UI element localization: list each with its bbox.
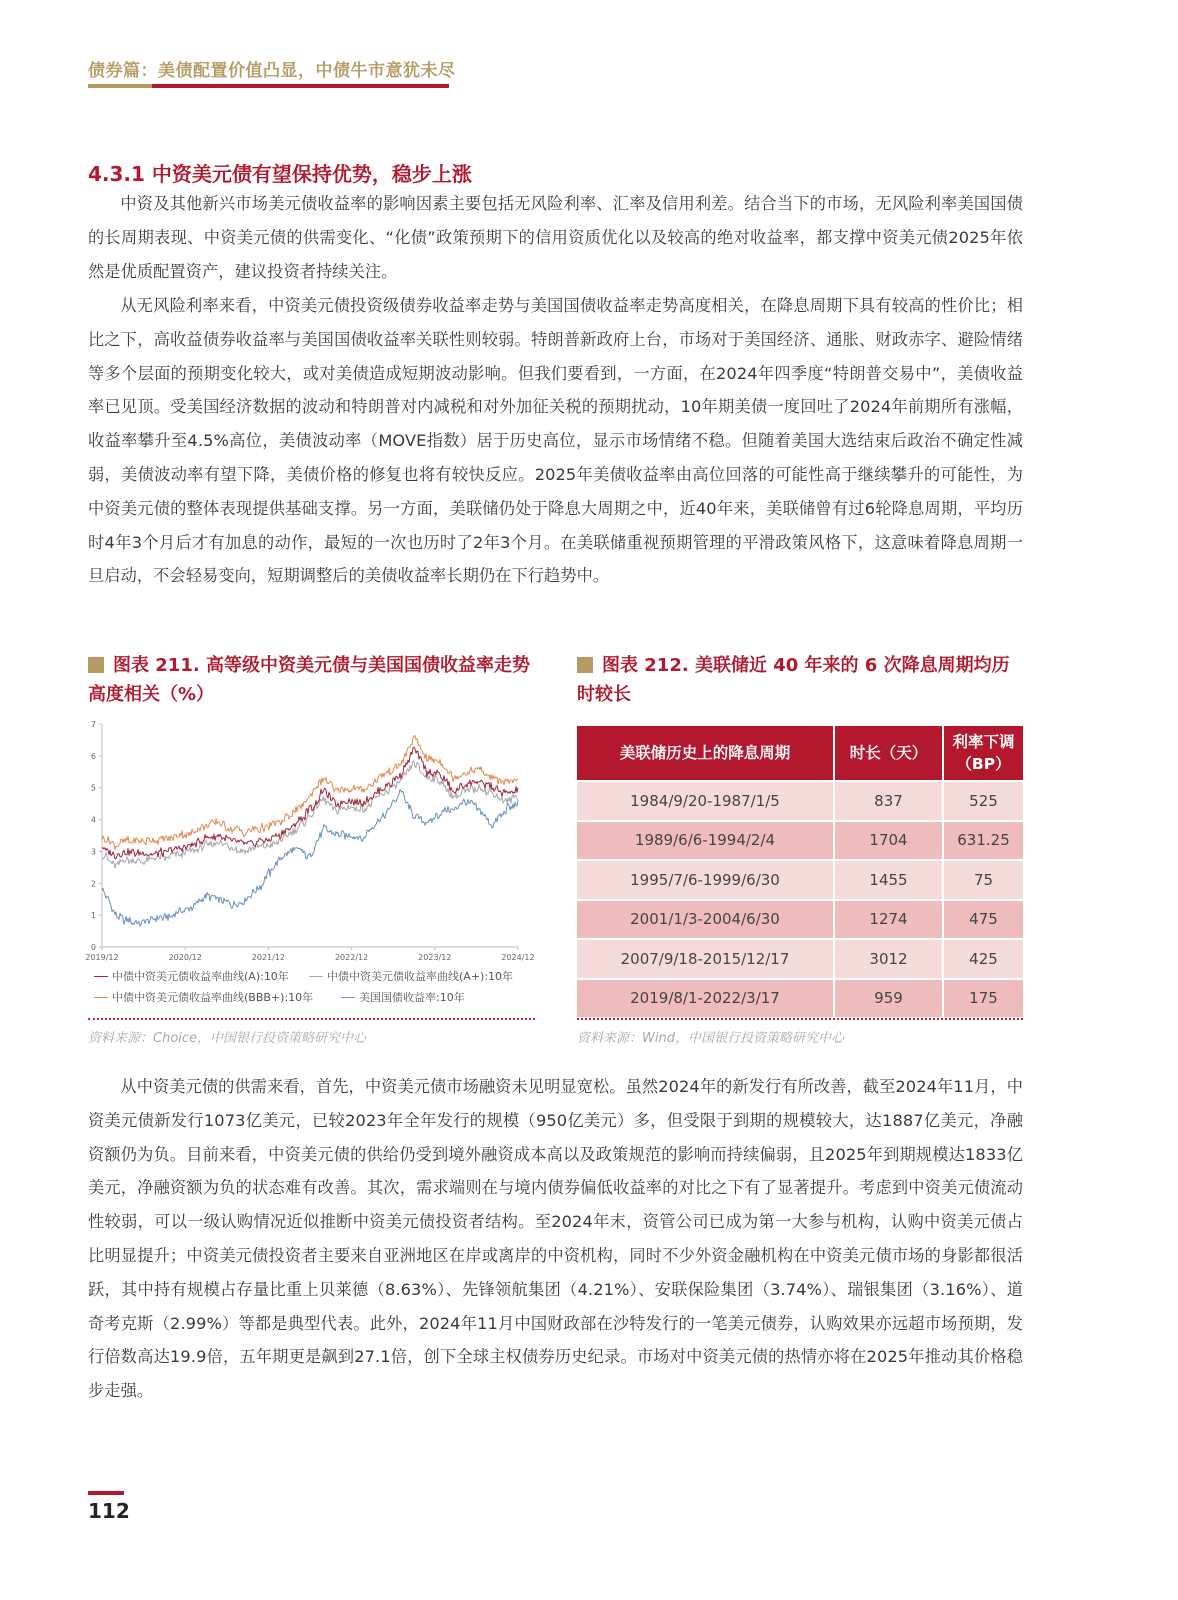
cell-period: 2007/9/18-2015/12/17 (577, 940, 833, 978)
x-tick-label: 2023/12 (418, 953, 452, 962)
legend-line-Aplus (309, 976, 323, 977)
legend-item-A (94, 968, 289, 984)
page-number: 112 (88, 1499, 130, 1523)
table-row (577, 861, 1023, 899)
y-tick-label: 7 (90, 720, 96, 729)
cell-period: 1984/9/20-1987/1/5 (577, 782, 833, 820)
cell-period: 2019/8/1-2022/3/17 (577, 980, 833, 1018)
rate-cut-cycles-table (577, 724, 1023, 1019)
figure-211-source: 资料来源：Choice，中国银行投资策略研究中心 (88, 1031, 367, 1046)
legend-line-A (94, 976, 108, 977)
cell-duration: 959 (833, 980, 942, 1018)
y-tick-label: 2 (90, 879, 96, 889)
y-tick-label: 6 (90, 751, 96, 761)
cell-duration: 837 (833, 782, 942, 820)
x-tick-label: 2022/12 (334, 953, 369, 962)
col-header-period: 美联储历史上的降息周期 (577, 726, 833, 780)
running-header: 债券篇：美债配置价值凸显，中债牛市意犹未尽 (88, 61, 456, 81)
cell-cut: 175 (942, 980, 1023, 1018)
figure-marker-icon (88, 657, 104, 673)
cell-period: 2001/1/3-2004/6/30 (577, 901, 833, 939)
cell-cut: 425 (942, 940, 1023, 978)
header-rule-red (152, 84, 449, 88)
series-line-A (102, 747, 518, 859)
legend-label-A: 中债中资美元债收益率曲线(A):10年 (112, 970, 289, 983)
table-row (577, 782, 1023, 820)
x-tick-label: 2021/12 (251, 953, 286, 962)
header-rule-gold (88, 84, 152, 88)
legend-label-BBBplus: 中债中资美元债收益率曲线(BBB+):10年 (112, 991, 314, 1004)
figure-marker-icon (577, 657, 593, 673)
paragraph-1: 中资及其他新兴市场美元债收益率的影响因素主要包括无风险利率、汇率及信用利差。结合当下的市场，无风险利率美国国债的长周期表现、中资美元债的供需变化、“化债”政策预期下的信用资质优化以及较高的绝对收益率，都支撑中资美元债2025年依然是优质配置资产，建议投资者持续关注。 (88, 194, 1023, 281)
cell-cut: 75 (942, 861, 1023, 899)
legend-line-UST (341, 997, 355, 998)
page-number-rule (88, 1491, 124, 1495)
figure-211-title: 图表 211. 高等级中资美元债与美国国债收益率走势高度相关（%） (88, 655, 530, 705)
legend-item-Aplus (309, 968, 513, 984)
x-tick-label: 2024/12 (501, 953, 535, 962)
cell-cut: 525 (942, 782, 1023, 820)
figure-212-source: 资料来源：Wind，中国银行投资策略研究中心 (577, 1031, 844, 1046)
col-header-cut: 利率下调（BP） (942, 726, 1023, 780)
col-header-duration: 时长（天） (833, 726, 942, 780)
table-header-row (577, 726, 1023, 780)
paragraph-3: 从中资美元债的供需来看，首先，中资美元债市场融资未见明显宽松。虽然2024年的新发行有所改善，截至2024年11月，中资美元债新发行1073亿美元，已较2023年全年发行的规模（950亿美元）多，但受限于到期的规模较大，达1887亿美元，净融资额仍为负。目前来看，中资美元债的供给仍受到境外融资成本高以及政策规范的影响而持续偏弱，且2025年到期规模达1833亿美元，净融资额为负的状态难有改善。其次，需求端则在与境内债券偏低收益率的对比之下有了显著提升。考虑到中资美元债流动性较弱，可以一级认购情况近似推断中资美元债投资者结构。至2024年末，资管公司已成为第一大参与机构，认购中资美元债占比明显提升；中资美元债投资者主要来自亚洲地区在岸或离岸的中资机构，同时不少外资金融机构在中资美元债市场的身影都很活跃，其中持有规模占存量比重上贝莱德（8.63%）、先锋领航集团（4.21%）、安联保险集团（3.74%）、瑞银集团（3.16%）、道奇考克斯（2.99%）等都是典型代表。此外，2024年11月中国财政部在沙特发行的一笔美元债券，认购效果亦远超市场预期，发行倍数高达19.9倍，五年期更是飙到27.1倍，创下全球主权债券历史纪录。市场对中资美元债的热情亦将在2025年推动其价格稳步走强。 (88, 1077, 1023, 1401)
y-tick-label: 3 (90, 847, 96, 857)
y-tick-label: 1 (90, 911, 96, 921)
cell-duration: 1455 (833, 861, 942, 899)
x-tick-label: 2019/12 (85, 953, 119, 962)
figure-211-divider (88, 1018, 535, 1020)
y-tick-label: 5 (90, 783, 96, 793)
table-row (577, 980, 1023, 1018)
section-title: 4.3.1 中资美元债有望保持优势，稳步上涨 (88, 162, 472, 186)
x-tick-label: 2020/12 (168, 953, 202, 962)
y-tick-label: 0 (90, 943, 96, 952)
table-row (577, 822, 1023, 860)
cell-cut: 631.25 (942, 822, 1023, 860)
paragraph-2: 从无风险利率来看，中资美元债投资级债券收益率走势与美国国债收益率走势高度相关，在降息周期下具有较高的性价比；相比之下，高收益债券收益率与美国国债收益率关联性则较弱。特朗普新政府上台，市场对于美国经济、通胀、财政赤字、避险情绪等多个层面的预期变化较大，或对美债造成短期波动影响。但我们要看到，一方面，在2024年四季度“特朗普交易中”，美债收益率已见顶。受美国经济数据的波动和特朗普对内减税和对外加征关税的预期扰动，10年期美债一度回吐了2024年前期所有涨幅，收益率攀升至4.5%高位，美债波动率（MOVE指数）居于历史高位，显示市场情绪不稳。但随着美国大选结束后政治不确定性减弱，美债波动率有望下降，美债价格的修复也将有较快反应。2025年美债收益率由高位回落的可能性高于继续攀升的可能性，为中资美元债的整体表现提供基础支撑。另一方面，美联储仍处于降息大周期之中，近40年来，美联储曾有过6轮降息周期，平均历时4年3个月后才有加息的动作，最短的一次也历时了2年3个月。在美联储重视预期管理的平滑政策风格下，这意味着降息周期一旦启动，不会轻易变向，短期调整后的美债收益率长期仍在下行趋势中。 (88, 296, 1023, 586)
cell-period: 1995/7/6-1999/6/30 (577, 861, 833, 899)
cell-duration: 1274 (833, 901, 942, 939)
legend-line-BBBplus (94, 997, 108, 998)
cell-duration: 1704 (833, 822, 942, 860)
legend-label-Aplus: 中债中资美元债收益率曲线(A+):10年 (327, 970, 514, 983)
cell-cut: 475 (942, 901, 1023, 939)
figure-211-line-chart (85, 716, 540, 968)
cell-period: 1989/6/6-1994/2/4 (577, 822, 833, 860)
y-tick-label: 4 (90, 815, 96, 825)
legend-label-UST: 美国国债收益率:10年 (359, 991, 465, 1004)
cell-duration: 3012 (833, 940, 942, 978)
figure-212-divider (577, 1018, 1023, 1020)
legend-item-BBBplus (94, 989, 313, 1005)
table-row (577, 901, 1023, 939)
figure-212-title: 图表 212. 美联储近 40 年来的 6 次降息周期均历时较长 (577, 655, 1010, 705)
legend-item-UST (341, 989, 465, 1005)
table-row (577, 940, 1023, 978)
